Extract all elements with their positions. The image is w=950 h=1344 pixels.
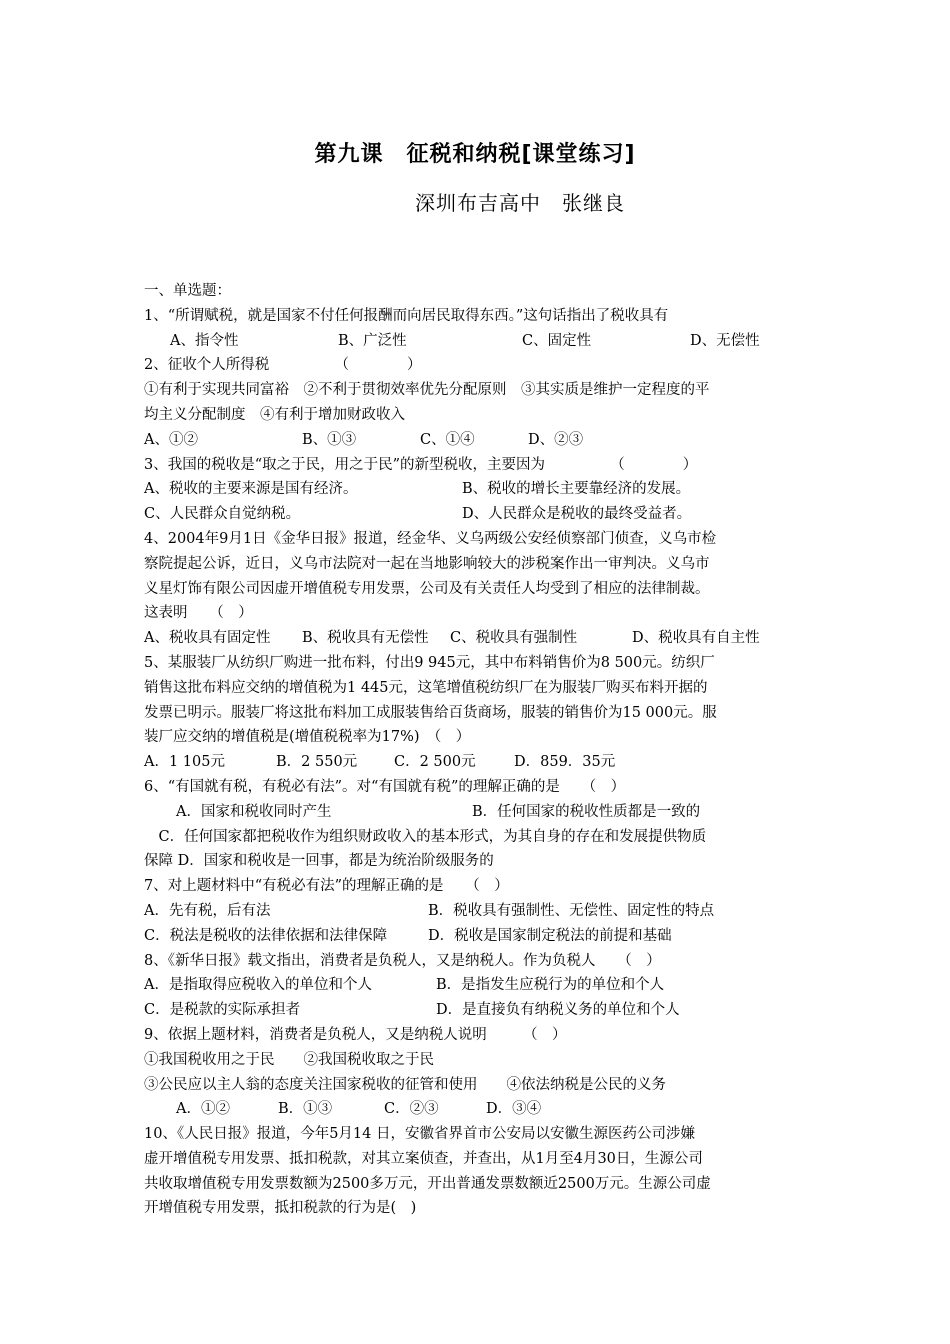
option-b: B．①③	[278, 1101, 333, 1118]
question-4-stem: 义星灯饰有限公司因虚开增值税专用发票，公司及有关责任人均受到了相应的法律制裁。	[144, 580, 710, 597]
option-b: B．任何国家的税收性质都是一致的	[472, 803, 701, 820]
question-9-options	[144, 1097, 812, 1122]
question-4-options	[144, 626, 812, 651]
option-b: B、广泛性	[338, 332, 407, 349]
option-a: A．先有税，后有法	[144, 902, 271, 919]
question-10-stem: 10、《人民日报》报道，今年5月14 日，安徽省界首市公安局以安徽生源医药公司涉嫌	[144, 1126, 695, 1143]
question-5-stem: 5、某服装厂从纺织厂购进一批布料，付出9 945元，其中布料销售价为8 500元。纺织厂	[144, 654, 715, 671]
question-7-options	[144, 924, 812, 949]
option-d: D．税收是国家制定税法的前提和基础	[428, 927, 672, 944]
option-d: D．是直接负有纳税义务的单位和个人	[436, 1002, 680, 1019]
option-b: B．2 550元	[276, 754, 358, 771]
question-6-options	[144, 800, 812, 825]
option-d: D、人民群众是税收的最终受益者。	[462, 506, 692, 523]
question-6-option-c-d: 保障 D．国家和税收是一回事，都是为统治阶级服务的	[144, 853, 494, 870]
option-a: A、指令性	[170, 332, 239, 349]
question-4-stem: 察院提起公诉，近日，义乌市法院对一起在当地影响较大的涉税案作出一审判决。义乌市	[144, 555, 710, 572]
question-9-statement: ③公民应以主人翁的态度关注国家税收的征管和使用 ④依法纳税是公民的义务	[144, 1076, 666, 1093]
question-7-options	[144, 899, 812, 924]
question-2-options	[144, 428, 812, 453]
question-3-options	[144, 477, 812, 502]
option-c: C、税收具有强制性	[450, 630, 578, 647]
question-6-option-c: C．任何国家都把税收作为组织财政收入的基本形式，为其自身的存在和发展提供物质	[144, 828, 707, 845]
option-a: A．1 105元	[144, 754, 225, 771]
question-list	[144, 279, 812, 1221]
question-2-stem: 2、征收个人所得税 （ ）	[144, 357, 422, 374]
section-heading: 一、单选题：	[144, 283, 231, 299]
option-a: A．是指取得应税收入的单位和个人	[144, 977, 372, 994]
question-6-stem: 6、“有国就有税，有税必有法”。对“有国就有税”的理解正确的是 （ ）	[144, 778, 626, 795]
question-1-stem: 1、“所谓赋税，就是国家不付任何报酬而向居民取得东西。”这句话指出了税收具有	[144, 307, 669, 324]
question-10-stem: 开增值税专用发票，抵扣税款的行为是( )	[144, 1200, 417, 1217]
question-4-stem: 这表明 （ ）	[144, 605, 253, 622]
option-c: C．是税款的实际承担者	[144, 1002, 301, 1019]
option-d: D．859．35元	[514, 754, 616, 771]
option-a: A、税收的主要来源是国有经济。	[144, 481, 358, 498]
option-b: B．是指发生应税行为的单位和个人	[436, 977, 665, 994]
option-a: A．①②	[176, 1101, 230, 1118]
option-b: B、税收的增长主要靠经济的发展。	[462, 481, 691, 498]
option-c: C、①④	[420, 431, 475, 448]
question-4-stem: 4、2004年9月1日《金华日报》报道，经金华、义乌两级公安经侦察部门侦查，义乌市检	[144, 530, 717, 547]
option-b: B、税收具有无偿性	[302, 630, 429, 647]
question-1-options	[144, 329, 812, 354]
option-c: C．②③	[384, 1101, 439, 1118]
question-7-stem: 7、对上题材料中“有税必有法”的理解正确的是 （ ）	[144, 878, 509, 895]
question-5-stem: 销售这批布料应交纳的增值税为1 445元，这笔增值税纺织厂在为服装厂购买布料开据的	[144, 679, 708, 696]
question-10-stem: 虚开增值税专用发票、抵扣税款，对其立案侦查，并查出，从1月至4月30日，生源公司	[144, 1150, 703, 1167]
question-9-statement: ①我国税收用之于民 ②我国税收取之于民	[144, 1051, 434, 1068]
option-d: D、无偿性	[690, 332, 760, 349]
question-5-stem: 装厂应交纳的增值税是(增值税税率为17%) （ ）	[144, 729, 471, 746]
option-d: D、税收具有自主性	[632, 630, 760, 647]
option-b: B．税收具有强制性、无偿性、固定性的特点	[428, 902, 715, 919]
question-5-stem: 发票已明示。服装厂将这批布料加工成服装售给百货商场，服装的销售价为15 000元。服	[144, 704, 717, 721]
option-a: A、税收具有固定性	[144, 630, 271, 647]
question-2-statement: 均主义分配制度 ④有利于增加财政收入	[144, 406, 405, 423]
option-d: D．③④	[486, 1101, 542, 1118]
option-d: D、②③	[528, 431, 584, 448]
document-author: 深圳布吉高中 张继良	[415, 191, 625, 215]
question-8-stem: 8、《新华日报》载文指出，消费者是负税人，又是纳税人。作为负税人 （ ）	[144, 952, 661, 969]
question-5-options	[144, 750, 812, 775]
option-c: C、固定性	[522, 332, 592, 349]
question-8-options	[144, 973, 812, 998]
option-a: A、①②	[144, 431, 198, 448]
question-8-options	[144, 998, 812, 1023]
question-3-options	[144, 502, 812, 527]
question-10-stem: 共收取增值税专用发票数额为2500多万元，开出普通发票数额近2500万元。生源公司虚	[144, 1175, 711, 1192]
option-a: A．国家和税收同时产生	[176, 803, 332, 820]
option-b: B、①③	[302, 431, 357, 448]
question-2-statement: ①有利于实现共同富裕 ②不利于贯彻效率优先分配原则 ③其实质是维护一定程度的平	[144, 382, 710, 399]
question-9-stem: 9、依据上题材料，消费者是负税人，又是纳税人说明 （ ）	[144, 1026, 567, 1043]
document-title: 第九课 征税和纳税[课堂练习]	[314, 142, 636, 167]
option-c: C、人民群众自觉纳税。	[144, 506, 301, 523]
option-c: C．税法是税收的法律依据和法律保障	[144, 927, 388, 944]
option-c: C．2 500元	[394, 754, 476, 771]
question-3-stem: 3、我国的税收是“取之于民，用之于民”的新型税收，主要因为 （ ）	[144, 456, 698, 473]
